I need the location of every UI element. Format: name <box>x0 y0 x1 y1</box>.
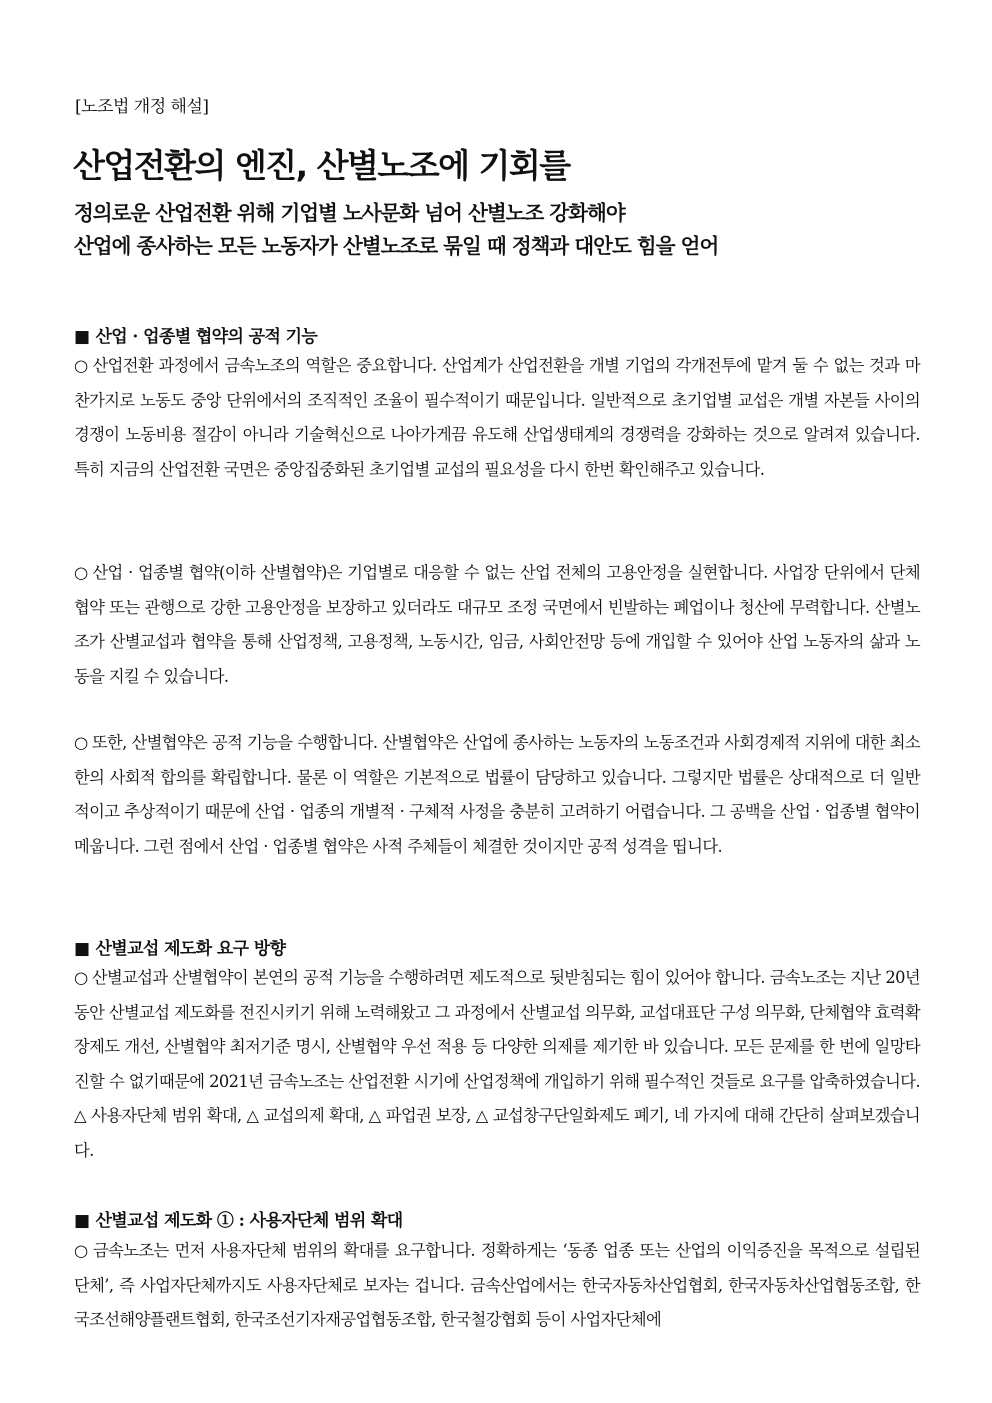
article-title: 산업전환의 엔진, 산별노조에 기회를 <box>73 146 570 185</box>
section-heading-text: 산업 · 업종별 협약의 공적 기능 <box>95 327 318 347</box>
paragraph-text: 산업 · 업종별 협약(이하 산별협약)은 기업별로 대응할 수 없는 산업 전체의 고용안정을 실현합니다. 사업장 단위에서 단체협약 또는 관행으로 강한 고용안정을 보장하고 있더라도 대규모 조정 국면에서 빈발하는 폐업이나 청산에 무력합니다. 산별노조가 산별교섭과 협약을 통해 산업정책, 고용정책, 노동시간, 임금, 사회안전망 등에 개입할 수 있어야 산업 노동자의 삶과 노동을 지킬 수 있습니다. <box>74 563 920 686</box>
article-category-tag: [노조법 개정 해설] <box>75 97 209 117</box>
paragraph-text: 또한, 산별협약은 공적 기능을 수행합니다. 산별협약은 산업에 종사하는 노동자의 노동조건과 사회경제적 지위에 대한 최소한의 사회적 합의를 확립합니다. 물론 이 역할은 기본적으로 법률이 담당하고 있습니다. 그렇지만 법률은 상대적으로 더 일반적이고 추상적이기 때문에 산업 · 업종의 개별적 · 구체적 사정을 충분히 고려하기 어렵습니다. 그 공백을 산업 · 업종별 협약이 메웁니다. 그런 점에서 산업 · 업종별 협약은 사적 주체들이 체결한 것이지만 공적 성격을 띱니다. <box>74 733 920 856</box>
section-square-icon: ■ <box>74 939 90 959</box>
section-square-icon: ■ <box>74 1211 90 1231</box>
paragraph <box>74 726 920 864</box>
section-square-icon: ■ <box>74 327 90 347</box>
paragraph-circle-icon: ○ <box>74 563 89 582</box>
paragraph-text: 금속노조는 먼저 사용자단체 범위의 확대를 요구합니다. 정확하게는 ‘동종 업종 또는 산업의 이익증진을 목적으로 설립된 단체’, 즉 사업자단체까지도 사용자단체로 보자는 겁니다. 금속산업에서는 한국자동차산업협회, 한국자동차산업협동조합, 한국조선해양플랜트협회, 한국조선기자재공업협동조합, 한국철강협회 등이 사업자단체에 <box>74 1241 920 1329</box>
paragraph <box>74 1234 920 1338</box>
paragraph-text: 산업전환 과정에서 금속노조의 역할은 중요합니다. 산업계가 산업전환을 개별 기업의 각개전투에 맡겨 둘 수 없는 것과 마찬가지로 노동도 중앙 단위에서의 조직적인 조율이 필수적이기 때문입니다. 일반적으로 초기업별 교섭은 개별 자본들 사이의 경쟁이 노동비용 절감이 아니라 기술혁신으로 나아가게끔 유도해 산업생태계의 경쟁력을 강화하는 것으로 알려져 있습니다. 특히 지금의 산업전환 국면은 중앙집중화된 초기업별 교섭의 필요성을 다시 한번 확인해주고 있습니다. <box>74 356 921 479</box>
section-heading-public-function <box>74 322 317 347</box>
article-subtitle-2: 산업에 종사하는 모든 노동자가 산별노조로 묶일 때 정책과 대안도 힘을 얻어 <box>74 234 719 258</box>
article-subtitle-1: 정의로운 산업전환 위해 기업별 노사문화 넘어 산별노조 강화해야 <box>74 201 625 225</box>
paragraph-circle-icon: ○ <box>74 1241 89 1260</box>
paragraph <box>74 556 920 694</box>
paragraph-text: 산별교섭과 산별협약이 본연의 공적 기능을 수행하려면 제도적으로 뒷받침되는 힘이 있어야 합니다. 금속노조는 지난 20년 동안 산별교섭 제도화를 전진시키기 위해 노력해왔고 그 과정에서 산별교섭 의무화, 교섭대표단 구성 의무화, 단체협약 효력확장제도 개선, 산별협약 최저기준 명시, 산별협약 우선 적용 등 다양한 의제를 제기한 바 있습니다. 모든 문제를 한 번에 일망타진할 수 없기때문에 2021년 금속노조는 산업전환 시기에 산업정책에 개입하기 위해 필수적인 것들로 요구를 압축하였습니다. △ 사용자단체 범위 확대, △ 교섭의제 확대, △ 파업권 보장, △ 교섭창구단일화제도 폐기, 네 가지에 대해 간단히 살펴보겠습니다. <box>74 968 921 1160</box>
paragraph-circle-icon: ○ <box>74 733 88 752</box>
paragraph <box>74 349 920 487</box>
section-heading-text: 산별교섭 제도화 ① : 사용자단체 범위 확대 <box>95 1211 403 1231</box>
paragraph-circle-icon: ○ <box>74 968 88 987</box>
section-heading-text: 산별교섭 제도화 요구 방향 <box>95 939 286 959</box>
section-heading-employer-scope <box>74 1206 403 1231</box>
section-heading-institutionalization <box>74 934 285 959</box>
paragraph-circle-icon: ○ <box>74 356 89 375</box>
paragraph <box>74 961 920 1168</box>
